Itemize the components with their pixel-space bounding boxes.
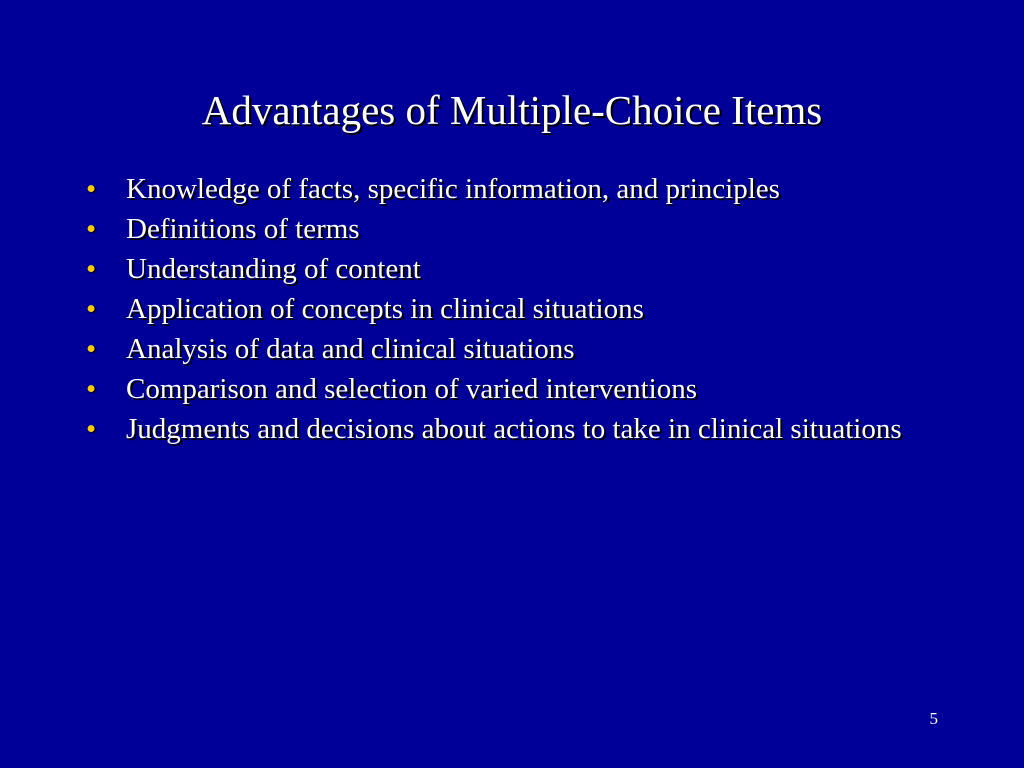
bullet-item xyxy=(86,174,936,205)
bullet-icon: • xyxy=(86,293,97,325)
bullet-list xyxy=(86,174,936,454)
bullet-text: Application of concepts in clinical situations xyxy=(126,293,644,325)
bullet-text: Comparison and selection of varied interventions xyxy=(126,373,697,405)
bullet-item xyxy=(86,374,936,405)
bullet-icon: • xyxy=(86,373,97,405)
bullet-text: Analysis of data and clinical situations xyxy=(126,333,575,365)
bullet-item xyxy=(86,294,936,325)
slide-title: Advantages of Multiple-Choice Items xyxy=(201,87,823,133)
bullet-item xyxy=(86,334,936,365)
bullet-text: Knowledge of facts, specific information, and principles xyxy=(126,173,780,205)
bullet-item xyxy=(86,414,936,445)
bullet-text: Definitions of terms xyxy=(126,213,360,245)
bullet-icon: • xyxy=(86,333,97,365)
bullet-icon: • xyxy=(86,413,97,445)
page-number: 5 xyxy=(929,709,938,728)
bullet-text: Understanding of content xyxy=(126,253,421,285)
bullet-icon: • xyxy=(86,213,97,245)
bullet-icon: • xyxy=(86,253,97,285)
bullet-item xyxy=(86,214,936,245)
bullet-icon: • xyxy=(86,173,97,205)
bullet-item xyxy=(86,254,936,285)
bullet-text: Judgments and decisions about actions to take in clinical situations xyxy=(126,413,902,445)
